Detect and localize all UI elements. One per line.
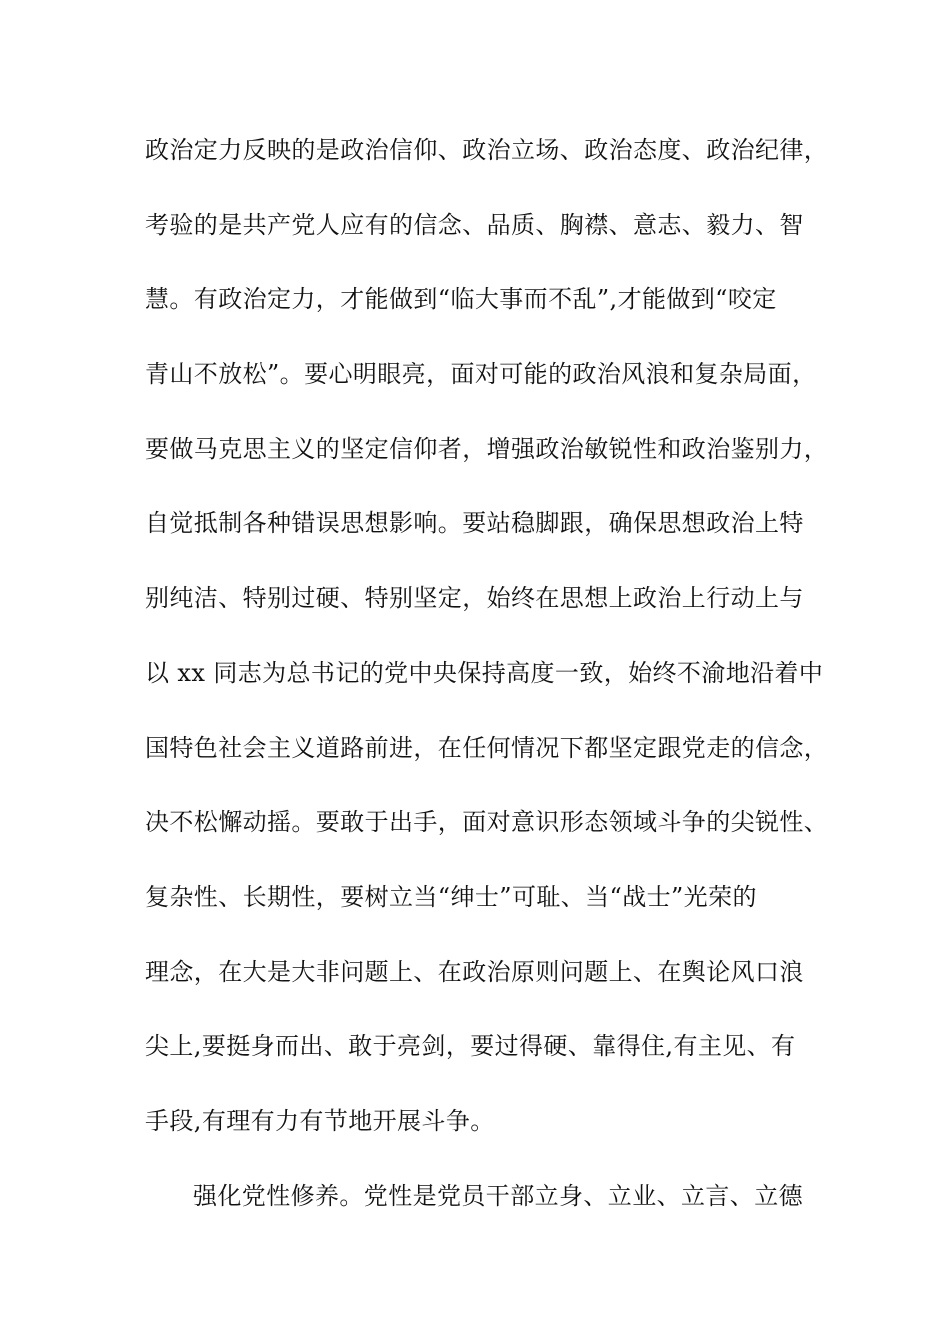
text-line: 以 xx 同志为总书记的党中央保持高度一致，始终不渝地沿着中 [145,658,824,687]
text-line: 青山不放松”。要心明眼亮，面对可能的政治风浪和复杂局面， [145,360,817,389]
text-line: 要做马克思主义的坚定信仰者，增强政治敏锐性和政治鉴别力， [145,434,829,463]
text-line: 复杂性、长期性，要树立当“绅士”可耻、当“战士”光荣的 [145,882,757,911]
text-line: 自觉抵制各种错误思想影响。要站稳脚跟，确保思想政治上特 [145,509,804,538]
text-line: 决不松懈动摇。要敢于出手，面对意识形态领域斗争的尖锐性、 [145,808,829,837]
text-line: 手段,有理有力有节地开展斗争。 [145,1106,495,1135]
text-line: 慧。有政治定力，才能做到“临大事而不乱”,才能做到“咬定 [145,285,777,314]
text-line: 别纯洁、特别过硬、特别坚定，始终在思想上政治上行动上与 [145,584,804,613]
text-line: 强化党性修养。党性是党员干部立身、立业、立言、立德 [193,1181,803,1210]
text-line: 尖上,要挺身而出、敢于亮剑，要过得硬、靠得住,有主见、有 [145,1032,796,1061]
paragraph-party-spirit [145,1159,845,1234]
text-line: 政治定力反映的是政治信仰、政治立场、政治态度、政治纪律， [145,136,829,164]
text-line: 国特色社会主义道路前进，在任何情况下都坚定跟党走的信念， [145,733,829,762]
paragraph-political-stability [145,113,845,1159]
document-body [145,113,845,1233]
text-line: 考验的是共产党人应有的信念、品质、胸襟、意志、毅力、智 [145,210,804,239]
text-line: 理念，在大是大非问题上、在政治原则问题上、在舆论风口浪 [145,957,804,986]
